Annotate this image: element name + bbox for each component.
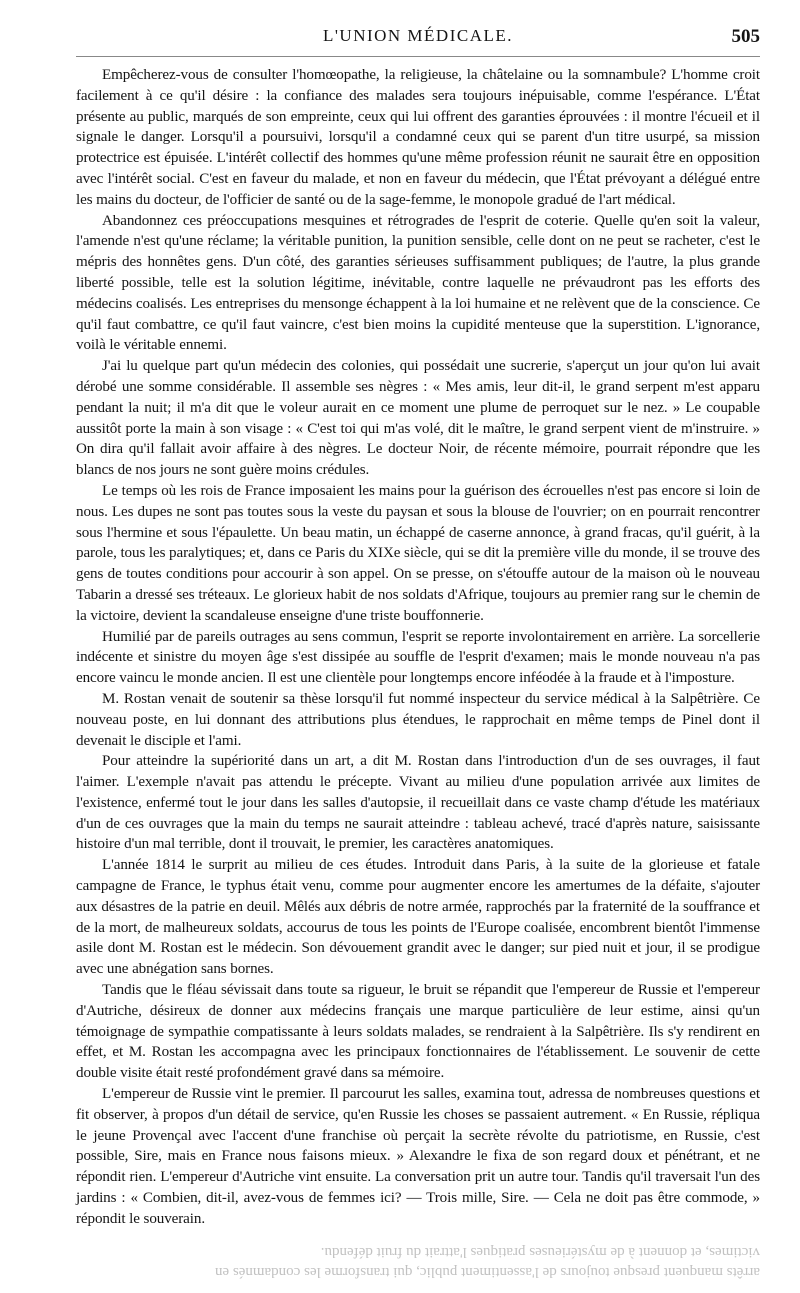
bleed-through-text (160, 1226, 760, 1282)
paragraph: Le temps où les rois de France imposaient les mains pour la guérison des écrouelles n'est pas encore si loin de nous. Les dupes ne sont pas toutes sous la veste du paysan et sous la blouse de l'ouvrier; on en pourrait rencontrer sous l'hermine et sous l'épaulette. Un beau matin, un échappé de caserne annonce, à grand fracas, qu'il guérit, à la parole, tous les paralytiques; et, dans ce Paris du XIXe siècle, qui se dit la première ville du monde, il se trouve des gens de toutes conditions pour accourir à son appel. On se presse, on s'étouffe autour de la maison où le nouveau Tabarin a dressé ses tréteaux. Le glorieux habit de nos soldats d'Afrique, toujours au premier rang sur le chemin de la victoire, devient la scandaleuse enseigne d'une triste bouffonnerie. (76, 482, 760, 624)
paragraph: Empêcherez-vous de consulter l'homœopathe, la religieuse, la châtelaine ou la somnambule? L'homme croit facilement à ce qu'il désire : la confiance des malades sera toujours inépuisable, comme l'espérance. L'État présente au public, marqués de son empreinte, ceux qui lui offrent des garanties éprouvées : il montre l'écueil et il signale le danger. Lorsqu'il a poursuivi, lorsqu'il a condamné ceux qui se parent d'un titre usurpé, sa mission protectrice est épuisée. L'intérêt collectif des hommes qu'une même profession réunit ne saurait être en opposition avec l'intérêt social. C'est en faveur du malade, et non en faveur du médecin, que l'État prévoyant a délégué entre les mains du docteur, de l'officier de santé ou de la sage-femme, le monopole gradué de l'art médical. (76, 67, 760, 208)
paragraph: Humilié par de pareils outrages au sens commun, l'esprit se reporte involontairement en arrière. La sorcellerie indécente et sinistre du moyen âge s'est dissipée au souffle de l'esprit d'examen; mais le monde nouveau n'a pas encore vaincu le monde ancien. Il est une clientèle pour longtemps encore inféodée à la fraude et à l'imposture. (76, 628, 760, 687)
bleed-through-line: victimes, et donnent à de mystérieuses pratiques l'attrait du fruit défendu. (320, 1244, 760, 1260)
paragraph: Tandis que le fléau sévissait dans toute sa rigueur, le bruit se répandit que l'empereur de Russie et l'empereur d'Autriche, désireux de donner aux médecins français une marque particulière de leur estime, ainsi qu'un témoignage de sympathie compatissante à leurs soldats malades, se rendraient à la Salpêtrière. Ils s'y rendirent en effet, et M. Rostan les accompagna avec les principaux fonctionnaires de l'établissement. Le souvenir de cette double visite était resté profondément gravé dans sa mémoire. (76, 982, 760, 1082)
paragraph: L'empereur de Russie vint le premier. Il parcourut les salles, examina tout, adressa de nombreuses questions et fit observer, à propos d'un détail de service, qu'en Russie les choses se passaient autrement. « En Russie, répliqua le jeune Provençal avec l'accent d'une franchise où perçait la secrète révolte du patriotisme, en Russie, c'est possible, Sire, mais en France nous faisons mieux. » Alexandre le fixa de son regard doux et pénétrant, et ne répondit rien. L'empereur d'Autriche vint ensuite. La conversation prit un autre tour. Tandis qu'il traversait l'un des jardins : « Combien, dit-il, avez-vous de femmes ici? — Trois mille, Sire. — Cela ne doit pas être commode, » répondit le souverain. (76, 1086, 760, 1227)
paragraph: M. Rostan venait de soutenir sa thèse lorsqu'il fut nommé inspecteur du service médical à la Salpêtrière. Ce nouveau poste, en lui donnant des attributions plus étendues, le rapprochait en même temps de Pinel dont il devenait le disciple et l'ami. (76, 690, 760, 749)
paragraph: Pour atteindre la supériorité dans un art, a dit M. Rostan dans l'introduction d'un de ses ouvrages, il faut l'aimer. L'exemple n'avait pas attendu le précepte. Vivant au milieu d'une population arrivée aux limites de l'existence, enfermé tout le jour dans les salles d'autopsie, il recueillait dans ce vaste champ d'étude les matériaux d'un de ces ouvrages que la main du temps ne saurait atteindre : tableau achevé, tracé d'après nature, saisissante histoire d'un mal terrible, dont il trouvait, le premier, les caractères anatomiques. (76, 753, 760, 853)
page-number: 505 (731, 26, 760, 47)
paragraph: L'année 1814 le surprit au milieu de ces études. Introduit dans Paris, à la suite de la glorieuse et fatale campagne de France, le typhus était venu, comme pour augmenter encore les amertumes de la défaite, s'ajouter aux désastres de la patrie en deuil. Mêlés aux débris de notre armée, rapprochés par la fraternité de la souffrance et de la mort, de malheureux soldats, accourus de tous les points de l'Europe coalisée, encombrent bientôt l'immense asile dont M. Rostan est le médecin. Son dévouement grandit avec le danger; sur pied nuit et jour, il se prodigue avec une abnégation sans bornes. (76, 857, 760, 978)
body-text (76, 65, 760, 1230)
paragraph: Abandonnez ces préoccupations mesquines et rétrogrades de l'esprit de coterie. Quelle qu'en soit la valeur, l'amende n'est qu'une réclame; la véritable punition, la punition sensible, celle dont on ne peut se racheter, c'est le mépris des honnêtes gens. D'un côté, des garanties sérieuses suffisamment publiques; de l'autre, la plus grande liberté possible, telle est la solution légitime, inévitable, contre laquelle ne prévaudront pas les efforts des médecins coalisés. Les entreprises du mensonge échappent à la loi humaine et ne relèvent que de la conscience. Ce qu'il faut combattre, ce qu'il faut vaincre, c'est bien moins la cupidité menteuse que la superstition. L'ignorance, voilà le véritable ennemi. (76, 212, 760, 354)
page-header (76, 26, 760, 57)
paragraph: J'ai lu quelque part qu'un médecin des colonies, qui possédait une sucrerie, s'aperçut un jour qu'on lui avait dérobé une somme considérable. Il assemble ses nègres : « Mes amis, leur dit-il, le grand serpent m'est apparu pendant la nuit; il m'a dit que le voleur aurait en ce moment une plume de perroquet sur le nez. » Le coupable aussitôt porte la main à son visage : « C'est toi qui m'as volé, dit le maître, le grand serpent vient de m'instruire. » On dira qu'il fallait avoir affaire à des nègres. Le docteur Noir, de récente mémoire, pourrait répondre que les blancs de nos jours ne sont guère moins crédules. (76, 358, 760, 479)
running-title: L'UNION MÉDICALE. (322, 26, 514, 45)
bleed-through-line: arrêts manquent presque toujours de l'assentiment public, qui transforme les condamnés en (214, 1264, 760, 1280)
